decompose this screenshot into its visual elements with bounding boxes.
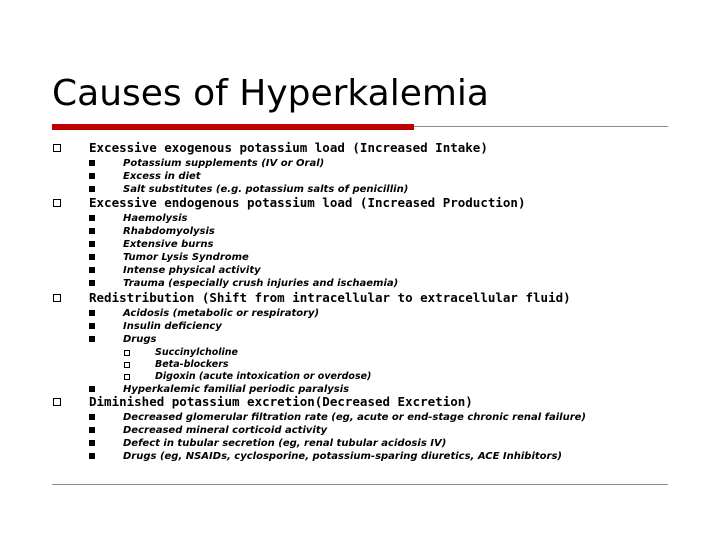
subitem-bullet-icon xyxy=(124,362,130,368)
section-bullet-icon xyxy=(53,199,61,207)
list-item: Rhabdomyolysis xyxy=(123,226,215,237)
item-bullet-icon xyxy=(89,215,95,221)
item-bullet-icon xyxy=(89,173,95,179)
item-bullet-icon xyxy=(89,453,95,459)
list-item: Drugs (eg, NSAIDs, cyclosporine, potassium-sparing diuretics, ACE Inhibitors) xyxy=(123,451,562,462)
section-bullet-icon xyxy=(53,294,61,302)
item-bullet-icon xyxy=(89,186,95,192)
item-bullet-icon xyxy=(89,386,95,392)
list-item: Excess in diet xyxy=(123,171,201,182)
section-heading: Redistribution (Shift from intracellular to extracellular fluid) xyxy=(89,290,571,305)
item-bullet-icon xyxy=(89,241,95,247)
list-item: Defect in tubular secretion (eg, renal tubular acidosis IV) xyxy=(123,438,447,449)
list-item: Extensive burns xyxy=(123,239,214,250)
title-accent-bar xyxy=(52,124,414,130)
list-item: Potassium supplements (IV or Oral) xyxy=(123,158,325,169)
item-bullet-icon xyxy=(89,440,95,446)
item-bullet-icon xyxy=(89,160,95,166)
item-bullet-icon xyxy=(89,323,95,329)
item-bullet-icon xyxy=(89,414,95,420)
list-item: Drugs xyxy=(123,334,157,345)
item-bullet-icon xyxy=(89,254,95,260)
list-item: Haemolysis xyxy=(123,213,188,224)
section-bullet-icon xyxy=(53,398,61,406)
list-item: Tumor Lysis Syndrome xyxy=(123,252,249,263)
subitem-bullet-icon xyxy=(124,350,130,356)
list-item: Salt substitutes (e.g. potassium salts of penicillin) xyxy=(123,184,409,195)
slide-title: Causes of Hyperkalemia xyxy=(52,73,489,114)
list-item: Decreased glomerular filtration rate (eg, acute or end-stage chronic renal failure) xyxy=(123,412,586,423)
footer-divider xyxy=(52,484,668,485)
item-bullet-icon xyxy=(89,427,95,433)
item-bullet-icon xyxy=(89,336,95,342)
item-bullet-icon xyxy=(89,267,95,273)
list-item: Trauma (especially crush injuries and ischaemia) xyxy=(123,278,399,289)
list-item: Insulin deficiency xyxy=(123,321,222,332)
item-bullet-icon xyxy=(89,280,95,286)
list-item: Decreased mineral corticoid activity xyxy=(123,425,328,436)
section-heading: Diminished potassium excretion(Decreased Excretion) xyxy=(89,394,473,409)
section-bullet-icon xyxy=(53,144,61,152)
list-subitem: Succinylcholine xyxy=(155,347,238,358)
item-bullet-icon xyxy=(89,228,95,234)
section-heading: Excessive exogenous potassium load (Increased Intake) xyxy=(89,140,488,155)
item-bullet-icon xyxy=(89,310,95,316)
list-item: Hyperkalemic familial periodic paralysis xyxy=(123,384,350,395)
list-item: Acidosis (metabolic or respiratory) xyxy=(123,308,320,319)
list-subitem: Digoxin (acute intoxication or overdose) xyxy=(155,371,372,382)
section-heading: Excessive endogenous potassium load (Increased Production) xyxy=(89,195,526,210)
subitem-bullet-icon xyxy=(124,374,130,380)
list-item: Intense physical activity xyxy=(123,265,261,276)
list-subitem: Beta-blockers xyxy=(155,359,229,370)
